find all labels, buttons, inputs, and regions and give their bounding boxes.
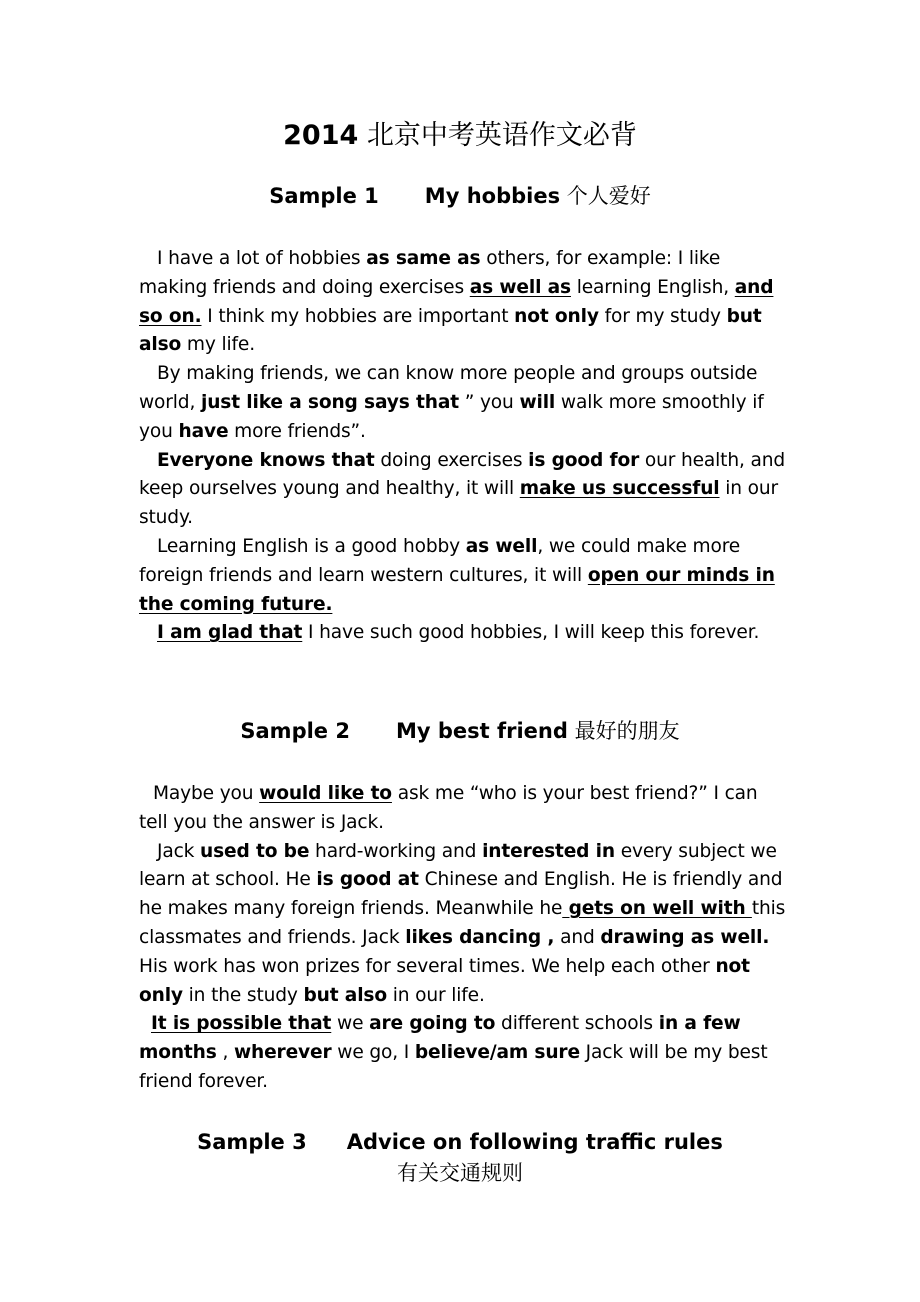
sample-1-paragraph-2 [139,360,789,446]
sample-1-paragraph-4 [139,533,789,619]
text-run: our health, and keep ourselves young and healthy, it will [139,449,786,500]
key-phrase: just like a song says that [200,391,459,413]
key-phrase: interested in [482,840,615,862]
text-run: I think my hobbies are important [201,305,515,327]
key-phrase: have [178,420,229,442]
sample-3-heading [0,1127,920,1157]
sample-3-name: Advice on following traffic rules [346,1130,723,1154]
key-phrase: believe/am sure [414,1042,580,1064]
text-run: different schools [495,1013,659,1035]
key-phrase-underlined: gets on well with [562,898,752,920]
text-run: , we could make more foreign friends and learn western cultures, it will [139,535,741,586]
sample-1-name-cn: 个人爱好 [566,184,651,208]
text-run: walk more smoothly if you [139,391,764,442]
key-phrase: in a few months [139,1013,741,1064]
key-phrase: wherever [233,1042,332,1064]
sample-1-body [139,245,789,648]
key-phrase: but also [303,984,387,1006]
key-phrase-underlined: make us successful [519,478,720,500]
sample-1-heading [0,181,920,211]
text-run: and [554,926,601,948]
text-run: Jack [157,840,201,862]
text-run: By making friends, we can know more people and groups outside world, [139,363,758,413]
sample-1-name: My hobbies [424,184,561,208]
text-run: Maybe you [153,783,260,804]
key-phrase: as same as [366,248,481,269]
text-run: ask me “who is your best friend?” I can tell you the answer is Jack. [139,783,758,833]
text-run: I have a lot of hobbies [157,248,367,269]
text-run: Chinese and English. He is friendly and he makes many foreign friends. Meanwhile he [139,869,783,920]
text-run: we go, I [331,1042,415,1064]
text-run: hard-working and [309,840,483,862]
sample-2-body [139,780,789,1097]
sample-2-paragraph-2 [139,838,789,1011]
key-phrase-underlined: as well as [469,276,571,298]
key-phrase: is good for [528,449,640,471]
text-run: more friends”. [228,420,366,442]
key-phrase: will [519,391,556,413]
key-phrase-underlined: open our minds in the coming future. [139,564,775,615]
key-phrase-underlined: It is possible that [151,1013,332,1035]
title-year: 2014 [283,120,359,151]
sample-1-paragraph-3 [139,447,789,533]
text-run: for my study [598,305,727,327]
text-run: this classmates and friends. Jack [139,898,786,948]
text-run: , [216,1042,234,1064]
sample-2-paragraph-3 [139,1010,789,1096]
text-run: we [331,1013,370,1035]
text-run: in the study [182,984,304,1006]
sample-3-name-cn: 有关交通规则 [397,1161,523,1185]
key-phrase: drawing as well. [600,926,770,948]
key-phrase: Everyone knows that [157,449,375,471]
sample-2-name: My best friend [395,719,568,743]
text-run: in our life. [386,984,485,1006]
text-run: every subject we learn at school. He [139,840,777,891]
key-phrase: likes dancing , [405,926,555,948]
key-phrase: as well [465,535,538,557]
text-run: my life. [181,334,255,356]
sample-2-paragraph-1 [139,780,789,838]
text-run: I am glad that [157,622,303,644]
text-run: Jack will be my best friend forever. [139,1042,768,1092]
text-run: others, for example: I like making friends and doing exercises [139,248,721,298]
key-phrase-underlined [139,622,302,643]
text-run: Learning English is a good hobby [157,535,466,557]
sample-2-name-cn: 最好的朋友 [574,719,680,743]
text-run: ” you [458,391,520,413]
key-phrase: is good at [316,869,419,891]
text-run: learning English, [570,276,735,298]
sample-1-paragraph-5 [139,619,789,648]
page-title [0,116,920,156]
text-run: doing exercises [374,449,529,471]
sample-3-label: Sample 3 [197,1130,307,1154]
key-phrase: not only [514,305,599,327]
key-phrase: are going to [369,1013,496,1035]
key-phrase: not only [139,955,750,1006]
title-cn: 北京中考英语作文必背 [366,120,637,151]
sample-2-heading [0,716,920,746]
sample-1-paragraph-1 [139,245,789,360]
key-phrase: used to be [200,840,310,862]
text-run: in our study. [139,478,779,529]
key-phrase-underlined: and so on. [139,276,774,327]
key-phrase: but also [139,305,762,356]
text-run: I have such good hobbies, I will keep this forever. [302,622,760,644]
key-phrase-underlined: would like to [259,783,392,804]
sample-1-label: Sample 1 [269,184,379,208]
sample-2-label: Sample 2 [240,719,350,743]
text-run: His work has won prizes for several times. We help each other [139,955,716,977]
